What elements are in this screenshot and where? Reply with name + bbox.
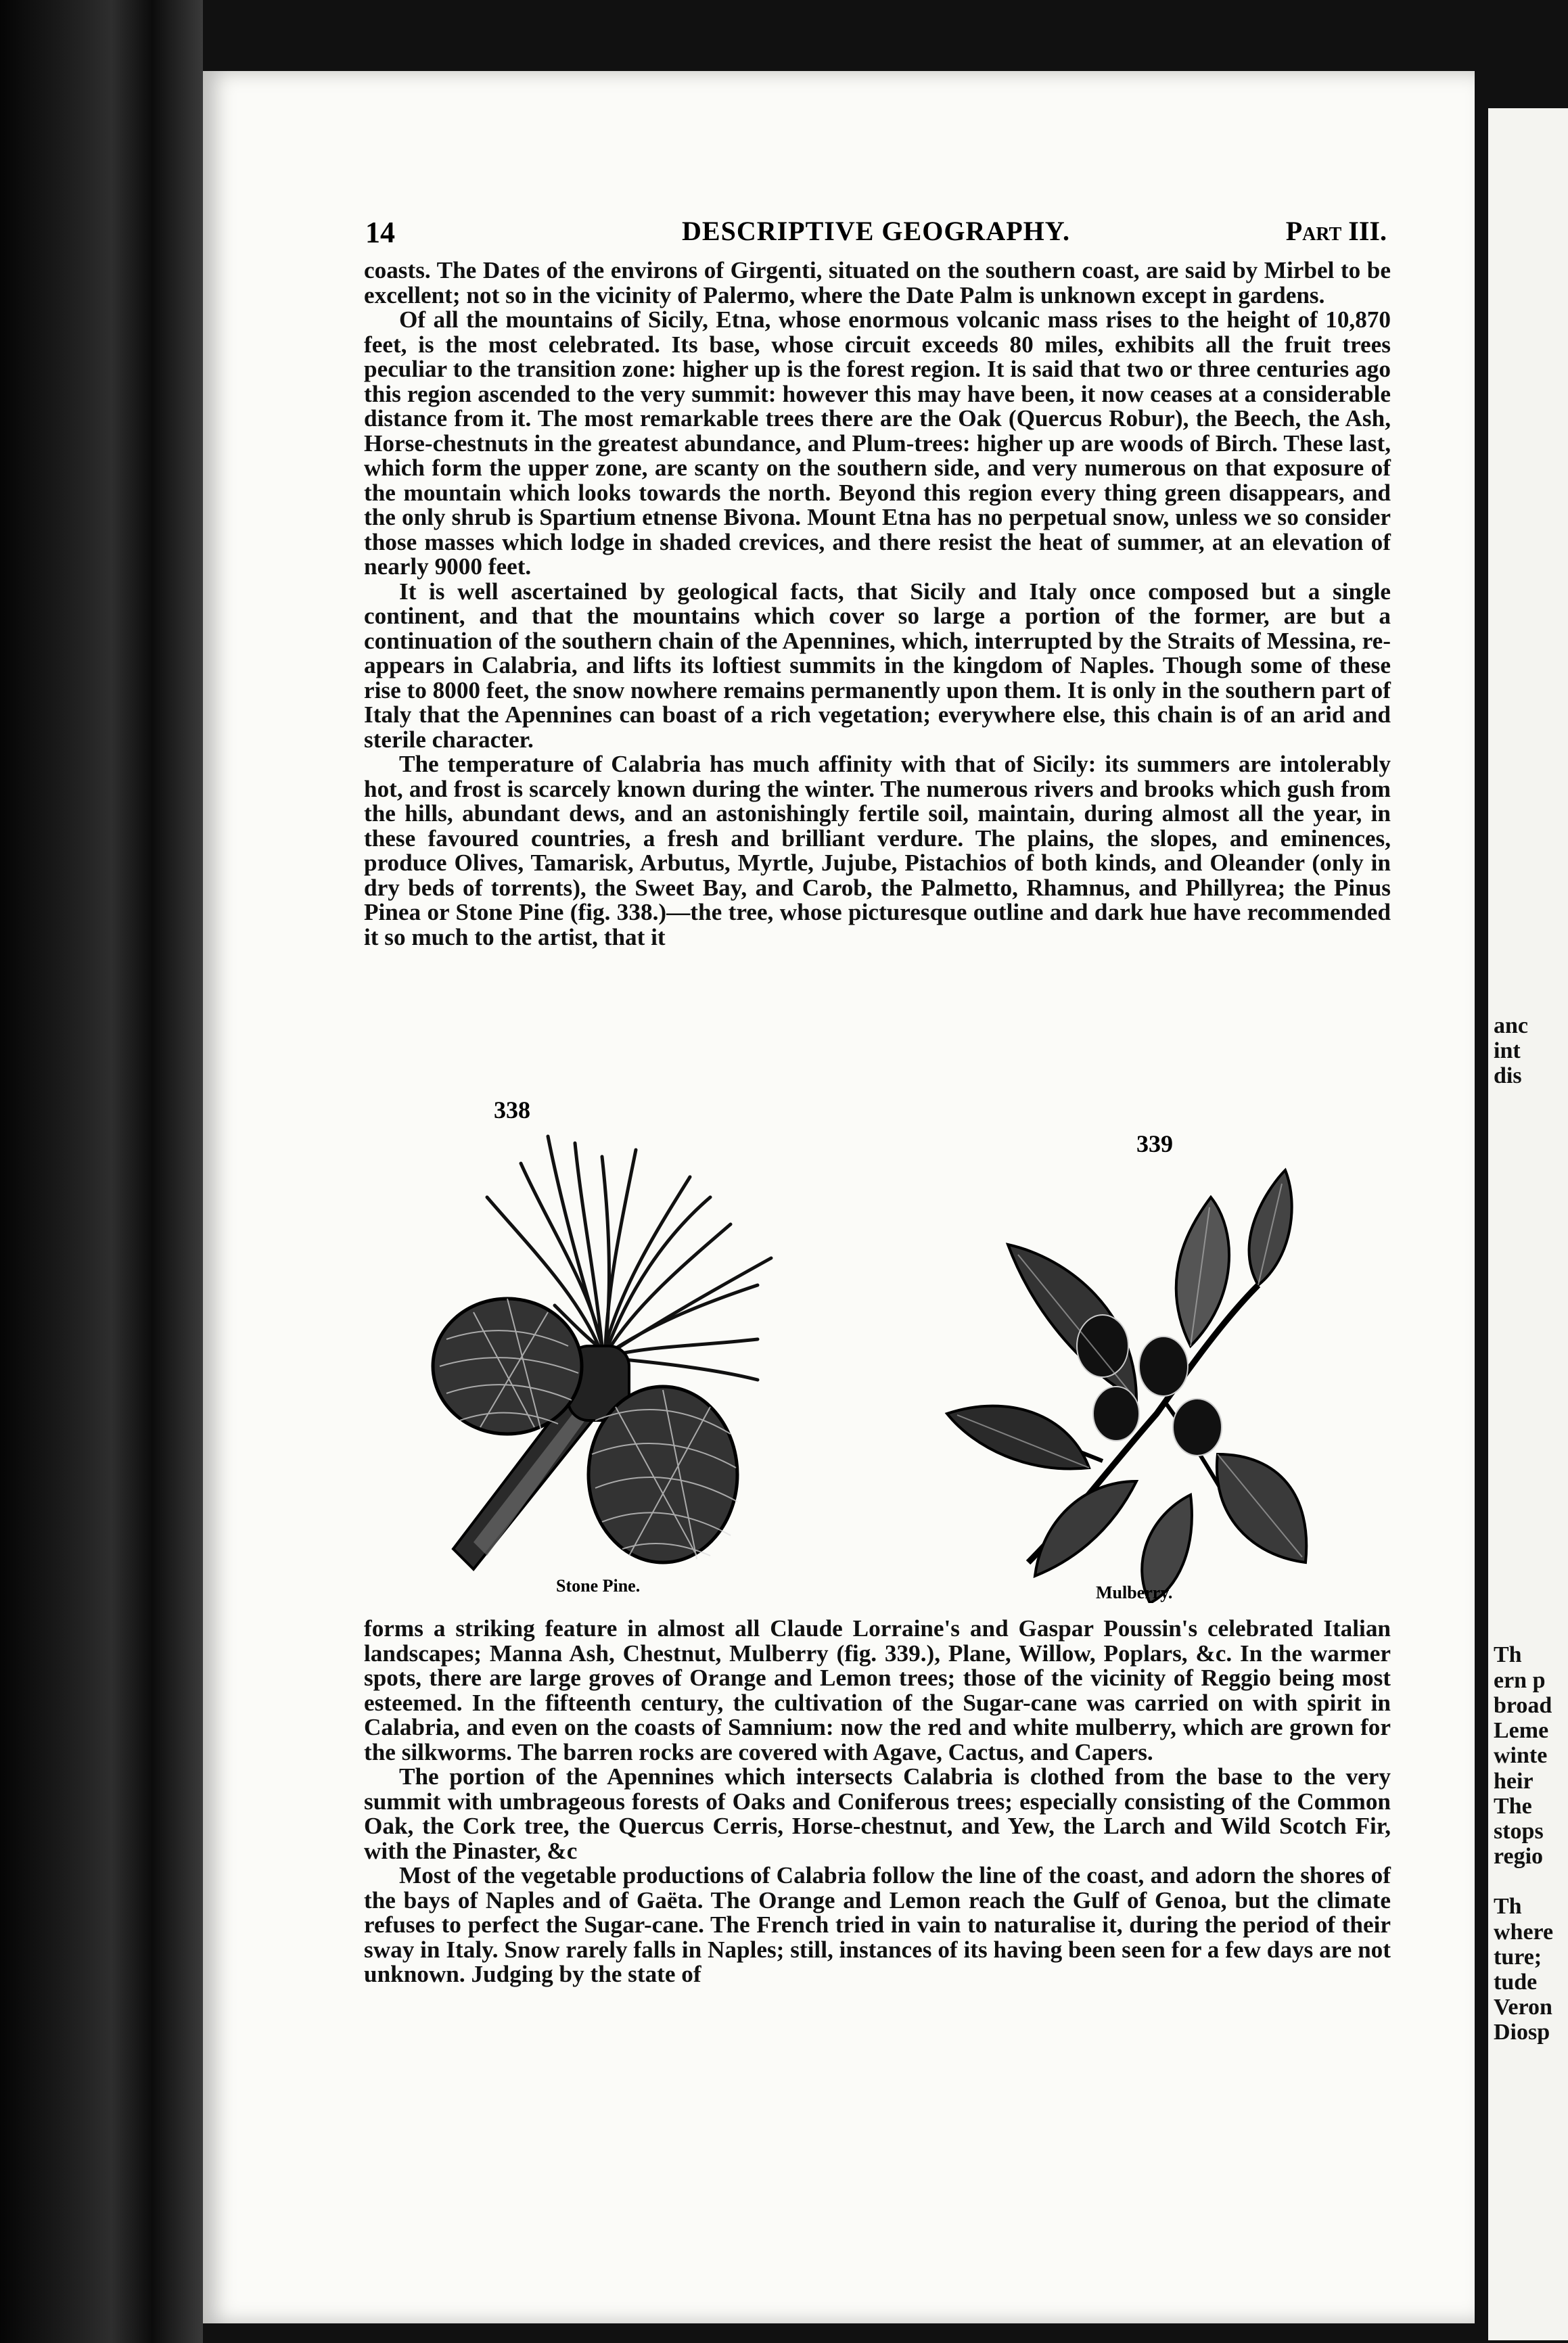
fragment-text: tude xyxy=(1494,1970,1538,1995)
fragment-text: int xyxy=(1494,1038,1521,1063)
paragraph: The portion of the Apennines which intersects Calabria is clothed from the base to the very summit with umbrageous forests of Oaks and Coniferous trees; especially consisting of the Common Oak, the Cork tree, the Quercus Cerris, Horse-chestnut, and Yew, the Larch and Wild Scotch Fir, with the Pinaster, &c xyxy=(364,1763,1391,1864)
running-head xyxy=(365,215,1387,250)
fragment-text: Veron xyxy=(1494,1995,1552,2020)
body-text-top xyxy=(364,258,1391,950)
body-text-bottom xyxy=(364,1617,1391,1987)
page-number: 14 xyxy=(365,216,395,249)
part-label: Part III. xyxy=(1285,216,1387,246)
mulberry-illustration xyxy=(933,1143,1312,1603)
adjacent-page-strip xyxy=(1488,108,1568,2340)
fragment-text: regio xyxy=(1494,1844,1544,1869)
fragment-text: stops xyxy=(1494,1819,1544,1844)
figure-number: 338 xyxy=(494,1096,530,1123)
fragment-text: ture; xyxy=(1494,1945,1542,1970)
fragment-text: anc xyxy=(1494,1013,1528,1038)
stone-pine-illustration xyxy=(379,1123,812,1596)
fragment-text: The xyxy=(1494,1794,1532,1819)
paragraph: Of all the mountains of Sicily, Etna, whose enormous volcanic mass rises to the height of 10,870 feet, is the most celebrated. Its base, whose circuit exceeds 80 miles, exhibits all the fruit trees peculiar to the transition zone: higher up is the forest region. It is said that two or three centuries ago this region ascended to the very summit: however this may have been, it now ceases at a considerable distance from it. The most remarkable trees there are the Oak (Quercus Robur), the Beech, the Ash, Horse-chestnuts in the greatest abundance, and Plum-trees: higher up are woods of Birch. These last, which form the upper zone, are scanty on the southern side, and very numerous on that exposure of the mountain which looks towards the north. Beyond this region every thing green disappears, and the only shrub is Spartium etnense Bivona. Mount Etna has no perpetual snow, unless we so consider those masses which lodge in shaded crevices, and there resist the heat of summer, at an elevation of nearly 9000 feet. xyxy=(364,306,1391,580)
figure-mulberry xyxy=(933,1130,1312,1617)
fragment-text: ern p xyxy=(1494,1668,1546,1693)
fragment-text: Diosp xyxy=(1494,2020,1550,2045)
paragraph: coasts. The Dates of the environs of Girgenti, situated on the southern coast, are said by Mirbel to be excellent; not so in the vicinity of Palermo, where the Date Palm is unknown except in gardens. xyxy=(364,257,1391,308)
fragment-text: heir xyxy=(1494,1769,1534,1794)
figure-stone-pine xyxy=(379,1096,812,1596)
paragraph: The temperature of Calabria has much affinity with that of Sicily: its summers are intolerably hot, and frost is scarcely known during the winter. The numerous rivers and brooks which gush from the hills, abundant dews, and an astonishingly fertile soil, maintain, during almost all the year, in these favoured countries, a fresh and brilliant verdure. The plains, the slopes, and eminences, produce Olives, Tamarisk, Arbutus, Myrtle, Jujube, Pistachios of both kinds, and Oleander (only in dry beds of torrents), the Sweet Bay, and Carob, the Palmetto, Rhamnus, and Phillyrea; the Pinus Pinea or Stone Pine (fig. 338.)—the tree, whose picturesque outline and dark hue have recommended it so much to the artist, that it xyxy=(364,751,1391,950)
fragment-text: Th xyxy=(1494,1894,1522,1919)
fragment-text: Leme xyxy=(1494,1718,1549,1743)
fragment-text: where xyxy=(1494,1920,1554,1945)
fragment-text: broad xyxy=(1494,1693,1552,1718)
fragment-text: dis xyxy=(1494,1063,1522,1088)
paragraph: It is well ascertained by geological facts, that Sicily and Italy once composed but a single continent, and that the mountains which cover so large a portion of the former, are but a continuation of the southern chain of the Apennines, which, interrupted by the Straits of Messina, re-appears in Calabria, and lifts its loftiest summits in the kingdom of Naples. Though some of these rise to 8000 feet, the snow nowhere remains permanently upon them. It is only in the southern part of Italy that the Apennines can boast of a rich vegetation; everywhere else, this chain is of an arid and sterile character. xyxy=(364,578,1391,753)
running-title: DESCRIPTIVE GEOGRAPHY. xyxy=(682,216,1070,246)
figure-caption: Mulberry. xyxy=(1096,1583,1173,1602)
paragraph: Most of the vegetable productions of Calabria follow the line of the coast, and adorn the shores of the bays of Naples and of Gaëta. The Orange and Lemon reach the Gulf of Genoa, but the climate refuses to perfect the Sugar-cane. The French tried in vain to naturalise it, during the period of their sway in Italy. Snow rarely falls in Naples; still, instances of its having been seen for a few days are not unknown. Judging by the state of xyxy=(364,1862,1391,1987)
figure-caption: Stone Pine. xyxy=(556,1576,641,1596)
paragraph: forms a striking feature in almost all Claude Lorraine's and Gaspar Poussin's celebrated Italian landscapes; Manna Ash, Chestnut, Mulberry (fig. 339.), Plane, Willow, Poplars, &c. In the warmer spots, there are large groves of Orange and Lemon trees; those of the vicinity of Reggio being most esteemed. In the fifteenth century, the cultivation of the Sugar-cane was carried on with spirit in Calabria, and even on the coasts of Samnium: now the red and white mulberry, which are grown for the silkworms. The barren rocks are covered with Agave, Cactus, and Capers. xyxy=(364,1615,1391,1765)
fragment-text: Th xyxy=(1494,1642,1522,1667)
book-spine-edge xyxy=(0,0,203,2343)
figure-number: 339 xyxy=(1136,1130,1173,1157)
fragment-text: winte xyxy=(1494,1743,1548,1768)
